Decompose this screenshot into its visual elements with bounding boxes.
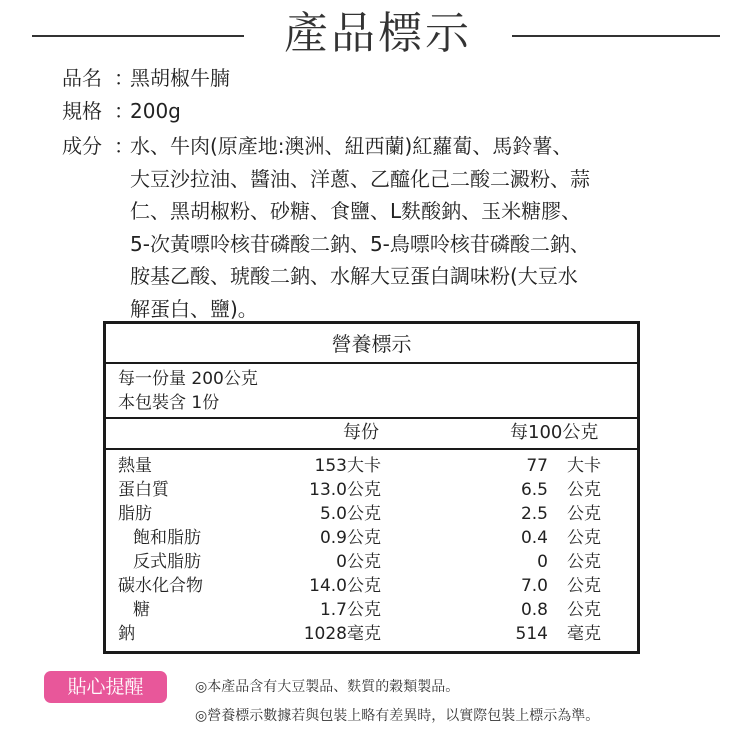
per-serving-value: 0.9公克	[319, 528, 381, 548]
table-row	[106, 598, 637, 622]
per-100g-unit: 公克	[567, 480, 601, 500]
nutrient-name: 蛋白質	[118, 480, 169, 500]
ingredients-line: 胺基乙酸、琥酸二鈉、水解大豆蛋白調味粉(大豆水	[130, 264, 578, 289]
allergen-note: ◎本產品含有大豆製品、麩質的穀類製品。	[195, 679, 460, 695]
serving-size: 每一份量 200公克	[118, 369, 258, 389]
column-header-per-100g: 每100公克	[510, 422, 599, 443]
table-row	[106, 454, 637, 478]
ingredients-row	[62, 130, 702, 321]
reminder-badge: 貼心提醒	[44, 671, 167, 703]
table-divider	[106, 362, 637, 364]
nutrition-table	[103, 321, 640, 654]
table-row	[106, 550, 637, 574]
per-serving-value: 1028毫克	[303, 624, 381, 644]
ingredients-line: 大豆沙拉油、醬油、洋蔥、乙醯化己二酸二澱粉、蒜	[130, 166, 590, 191]
per-serving-value: 5.0公克	[319, 504, 381, 524]
label-colon: ：	[114, 66, 134, 90]
product-name-row	[62, 62, 662, 94]
per-serving-value: 13.0公克	[309, 480, 381, 500]
product-name-value: 黑胡椒牛腩	[130, 66, 230, 90]
product-name-label: 品名	[62, 66, 102, 90]
table-row	[106, 622, 637, 646]
per-100g-value: 77	[526, 456, 548, 476]
product-spec-value: 200g	[130, 99, 181, 123]
ingredients-label: 成分	[62, 134, 102, 158]
column-header-per-serving: 每份	[343, 422, 379, 443]
per-100g-value: 6.5	[520, 480, 548, 500]
header-rule-left	[32, 35, 244, 37]
nutrition-title: 營養標示	[331, 332, 412, 356]
ingredients-line: 解蛋白、鹽)。	[130, 296, 258, 321]
nutrient-name: 飽和脂肪	[133, 528, 201, 548]
per-serving-value: 153大卡	[314, 456, 381, 476]
per-100g-value: 2.5	[520, 504, 548, 524]
servings-per-package: 本包裝含 1份	[118, 393, 220, 413]
nutrient-name: 熱量	[118, 456, 152, 476]
ingredients-line: 5-次黃嘌呤核苷磷酸二鈉、5-鳥嘌呤核苷磷酸二鈉、	[130, 231, 590, 256]
table-row	[106, 574, 637, 598]
header-rule-right	[512, 35, 720, 37]
per-100g-unit: 公克	[567, 528, 601, 548]
nutrient-name: 反式脂肪	[133, 552, 201, 572]
per-100g-unit: 公克	[567, 504, 601, 524]
table-row	[106, 526, 637, 550]
disclaimer-note: ◎營養標示數據若與包裝上略有差異時，以實際包裝上標示為準。	[195, 708, 600, 724]
per-100g-value: 0.4	[520, 528, 548, 548]
per-100g-unit: 公克	[567, 600, 601, 620]
product-spec-label: 規格	[62, 99, 102, 123]
label-colon: ：	[114, 134, 134, 158]
per-100g-value: 0.8	[520, 600, 548, 620]
nutrient-name: 鈉	[118, 624, 135, 644]
page-title: 產品標示	[284, 8, 472, 59]
per-serving-value: 1.7公克	[319, 600, 381, 620]
per-100g-value: 0	[537, 552, 548, 572]
product-spec-row	[62, 95, 662, 127]
per-serving-value: 0公克	[336, 552, 381, 572]
nutrient-name: 碳水化合物	[118, 576, 203, 596]
table-divider	[106, 417, 637, 419]
per-serving-value: 14.0公克	[309, 576, 381, 596]
table-row	[106, 478, 637, 502]
ingredients-line: 水、牛肉(原產地:澳洲、紐西蘭)紅蘿蔔、馬鈴薯、	[130, 134, 573, 158]
nutrient-name: 脂肪	[118, 504, 152, 524]
ingredients-text	[130, 130, 590, 326]
per-100g-value: 514	[515, 624, 548, 644]
table-row	[106, 502, 637, 526]
per-100g-value: 7.0	[520, 576, 548, 596]
label-colon: ：	[114, 99, 134, 123]
per-100g-unit: 毫克	[567, 624, 601, 644]
table-divider	[106, 448, 637, 450]
ingredients-line: 仁、黑胡椒粉、砂糖、食鹽、L麩酸鈉、玉米糖膠、	[130, 199, 582, 224]
per-100g-unit: 大卡	[567, 456, 601, 476]
per-100g-unit: 公克	[567, 552, 601, 572]
nutrient-name: 糖	[133, 600, 150, 620]
per-100g-unit: 公克	[567, 576, 601, 596]
